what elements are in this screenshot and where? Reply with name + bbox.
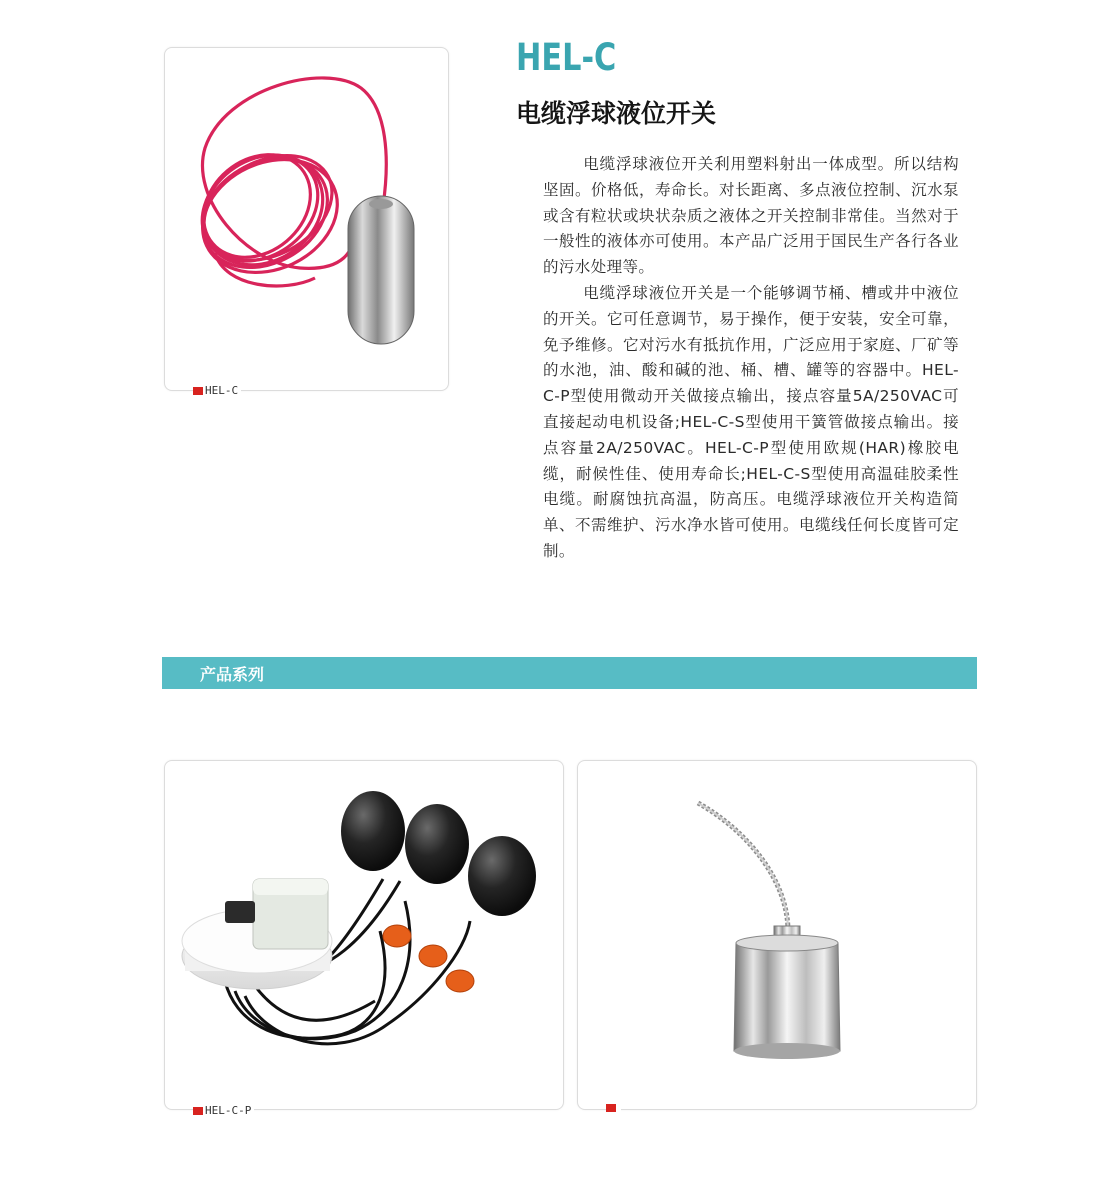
series-product-image-1 [165, 761, 563, 1109]
series-section-banner [162, 657, 977, 689]
series-product-image-2 [578, 761, 976, 1109]
series-product-card-2 [577, 760, 977, 1110]
caption-marker-icon [193, 1107, 203, 1115]
description-paragraph-2: 电缆浮球液位开关是一个能够调节桶、槽或井中液位的开关。它可任意调节，易于操作，便于安装，安全可靠，免予维修。它对污水有抵抗作用，广泛应用于家庭、厂矿等的水池，油、酸和碱的池、桶、槽、罐等的容器中。HEL-C-P型使用微动开关做接点输出，接点容量5A/250VAC可直接起动电机设备;HEL-C-S型使用干簧管做接点输出。接点容量2A/250VAC。HEL-C-P型使用欧规(HAR)橡胶电缆，耐候性佳、使用寿命长;HEL-C-S型使用高温硅胶柔性电缆。耐腐蚀抗高温，防高压。电缆浮球液位开关构造简单、不需维护、污水净水皆可使用。电缆线任何长度皆可定制。 [543, 283, 959, 560]
series-product-caption-1 [193, 1104, 254, 1117]
series-section-title: 产品系列 [200, 665, 265, 684]
product-model-title: HEL-C [516, 36, 617, 79]
main-product-card [164, 47, 449, 397]
main-product-caption [193, 384, 241, 397]
product-name-title: 电缆浮球液位开关 [516, 99, 717, 128]
product-description [543, 152, 959, 565]
caption-marker-icon [606, 1104, 616, 1112]
main-product-image [165, 48, 448, 390]
description-paragraph-1: 电缆浮球液位开关利用塑料射出一体成型。所以结构坚固。价格低，寿命长。对长距离、多点液位控制、沉水泵或含有粒状或块状杂质之液体之开关控制非常佳。当然对于一般性的液体亦可使用。本产品广泛用于国民生产各行各业的污水处理等。 [543, 155, 959, 277]
series-product-caption-1-text: HEL-C-P [205, 1104, 252, 1117]
series-product-card-1 [164, 760, 564, 1117]
main-product-caption-text: HEL-C [205, 384, 239, 397]
caption-marker-icon [193, 387, 203, 395]
series-product-caption-2 [606, 1104, 621, 1112]
